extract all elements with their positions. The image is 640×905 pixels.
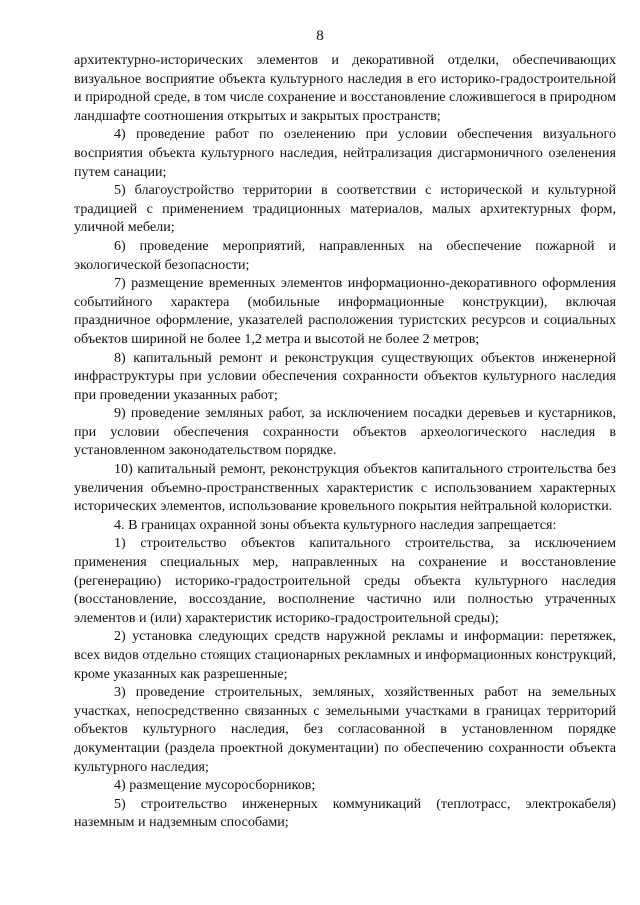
- prohibition-item-1: 1) строительство объектов капитального строительства, за исключением применения специальных мер, направленных на сохранение и восстановление (регенерацию) историко-градостроительной среды объекта культурного наследия (восстановление, воссоздание, восполнение частично или полностью утраченных элементов и (или) характеристик историко-градостроительной среды);: [74, 535, 616, 626]
- prohibition-item-2: 2) установка следующих средств наружной рекламы и информации: перетяжек, всех видов отдельно стоящих стационарных рекламных и информационных конструкций, кроме указанных как разрешенные;: [74, 628, 616, 682]
- paragraph-item-7: 7) размещение временных элементов информационно-декоративного оформления событийного характера (мобильные информационные конструкции), включая праздничное оформление, указателей расположения туристских ресурсов и социальных объектов шириной не более 1,2 метра и высотой не более 2 метров;: [74, 275, 616, 347]
- paragraph-item-4: 4) проведение работ по озеленению при условии обеспечения визуального восприятия объекта культурного наследия, нейтрализация дисгармоничного озеленения путем санации;: [74, 126, 616, 180]
- paragraph-item-5: 5) благоустройство территории в соответствии с исторической и культурной традицией с применением традиционных материалов, малых архитектурных форм, уличной мебели;: [74, 182, 616, 236]
- paragraph-item-10: 10) капитальный ремонт, реконструкция объектов капитального строительства без увеличения объемно-пространственных характеристик с использованием характерных исторических элементов, использование кровельного покрытия нейтральной колористки.: [74, 461, 616, 515]
- paragraph-item-6: 6) проведение мероприятий, направленных на обеспечение пожарной и экологической безопасности;: [74, 237, 616, 273]
- prohibition-item-3: 3) проведение строительных, земляных, хозяйственных работ на земельных участках, непосредственно связанных с земельными участками в границах территорий объектов культурного наследия, без согласованной в установленном порядке документации (раздела проектной документации) по обеспечению сохранности объекта культурного наследия;: [74, 684, 616, 775]
- paragraph-continuation: архитектурно-исторических элементов и декоративной отделки, обеспечивающих визуальное восприятие объекта культурного наследия в его историко-градостроительной и природной среде, в том числе сохранение и восстановление сложившегося в природном ландшафте соотношения открытых и закрытых пространств;: [74, 52, 616, 124]
- prohibition-item-4: 4) размещение мусоросборников;: [114, 777, 316, 794]
- prohibition-item-5: 5) строительство инженерных коммуникаций (теплотрасс, электрокабеля) наземным и надземным способами;: [74, 795, 616, 831]
- paragraph-item-9: 9) проведение земляных работ, за исключением посадки деревьев и кустарников, при условии обеспечения сохранности объектов археологического наследия в установленном законодательством порядке.: [74, 405, 616, 459]
- page-number: 8: [316, 28, 324, 44]
- document-body: [74, 51, 616, 832]
- section-4-heading: 4. В границах охранной зоны объекта культурного наследия запрещается:: [114, 516, 557, 533]
- paragraph-item-8: 8) капитальный ремонт и реконструкция существующих объектов инженерной инфраструктуры при условии обеспечения сохранности объектов культурного наследия при проведении указанных работ;: [74, 349, 616, 403]
